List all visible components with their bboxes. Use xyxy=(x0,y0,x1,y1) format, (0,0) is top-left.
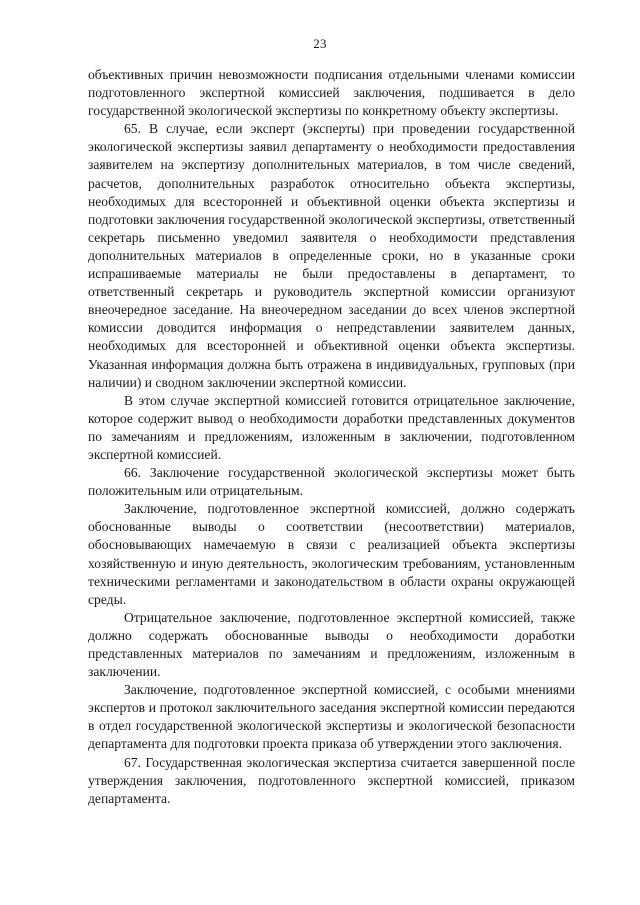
paragraph-clause-66-conclusion-content: Заключение, подготовленное экспертной комиссией, должно содержать обоснованные выводы о соответствии (несоответствии) материалов, обосновывающих намечаемую в связи с реализацией объекта экспертизы хозяйственную и иную деятельность, экологическим требованиям, установленным техническими регламентами и законодательством в области охраны окружающей среды. xyxy=(88,501,575,607)
paragraph-clause-67: 67. Государственная экологическая экспертиза считается завершенной после утверждения заключения, подготовленного экспертной комиссией, приказом департамента. xyxy=(88,754,575,806)
paragraph-continuation: объективных причин невозможности подписания отдельными членами комиссии подготовленного экспертной комиссией заключения, подшивается в дело государственной экологической экспертизы по конкретному объекту экспертизы. xyxy=(88,67,575,119)
paragraph-clause-65-negative-conclusion: В этом случае экспертной комиссией готовится отрицательное заключение, которое содержит вывод о необходимости доработки представленных документов по замечаниям и предложениям, изложенным в заключении, подготовленном экспертной комиссией. xyxy=(88,392,575,462)
paragraph-clause-66-transfer: Заключение, подготовленное экспертной комиссией, с особыми мнениями экспертов и протокол заключительного заседания экспертной комиссии передаются в отдел государственной экологической экспертизы и экологической безопасности департамента для подготовки проекта приказа об утверждении этого заключения. xyxy=(88,682,575,752)
paragraph-clause-65: 65. В случае, если эксперт (эксперты) при проведении государственной экологической экспертизы заявил департаменту о необходимости предоставления заявителем на экспертизу дополнительных материалов, в том числе сведений, расчетов, дополнительных разработок относительно объекта экспертизы, необходимых для всесторонней и объективной оценки объекта экспертизы и подготовки заключения государственной экологической экспертизы, ответственный секретарь письменно уведомил заявителя о необходимости представления дополнительных материалов в определенные сроки, но в указанные сроки испрашиваемые материалы не были предоставлены в департамент, то ответственный секретарь и руководитель экспертной комиссии организуют внеочередное заседание. На внеочередном заседании до всех членов экспертной комиссии доводится информация о непредставлении заявителем данных, необходимых для всесторонней и объективной оценки объекта экспертизы. Указанная информация должна быть отражена в индивидуальных, групповых (при наличии) и сводном заключении экспертной комиссии. xyxy=(88,121,575,390)
document-body xyxy=(88,66,575,808)
paragraph-clause-66-negative-content: Отрицательное заключение, подготовленное экспертной комиссией, также должно содержать обоснованные выводы о необходимости доработки представленных материалов по замечаниям и предложениям, изложенным в заключении. xyxy=(88,609,575,680)
page-number: 23 xyxy=(313,36,327,51)
paragraph-clause-66: 66. Заключение государственной экологической экспертизы может быть положительным или отрицательным. xyxy=(88,465,575,499)
